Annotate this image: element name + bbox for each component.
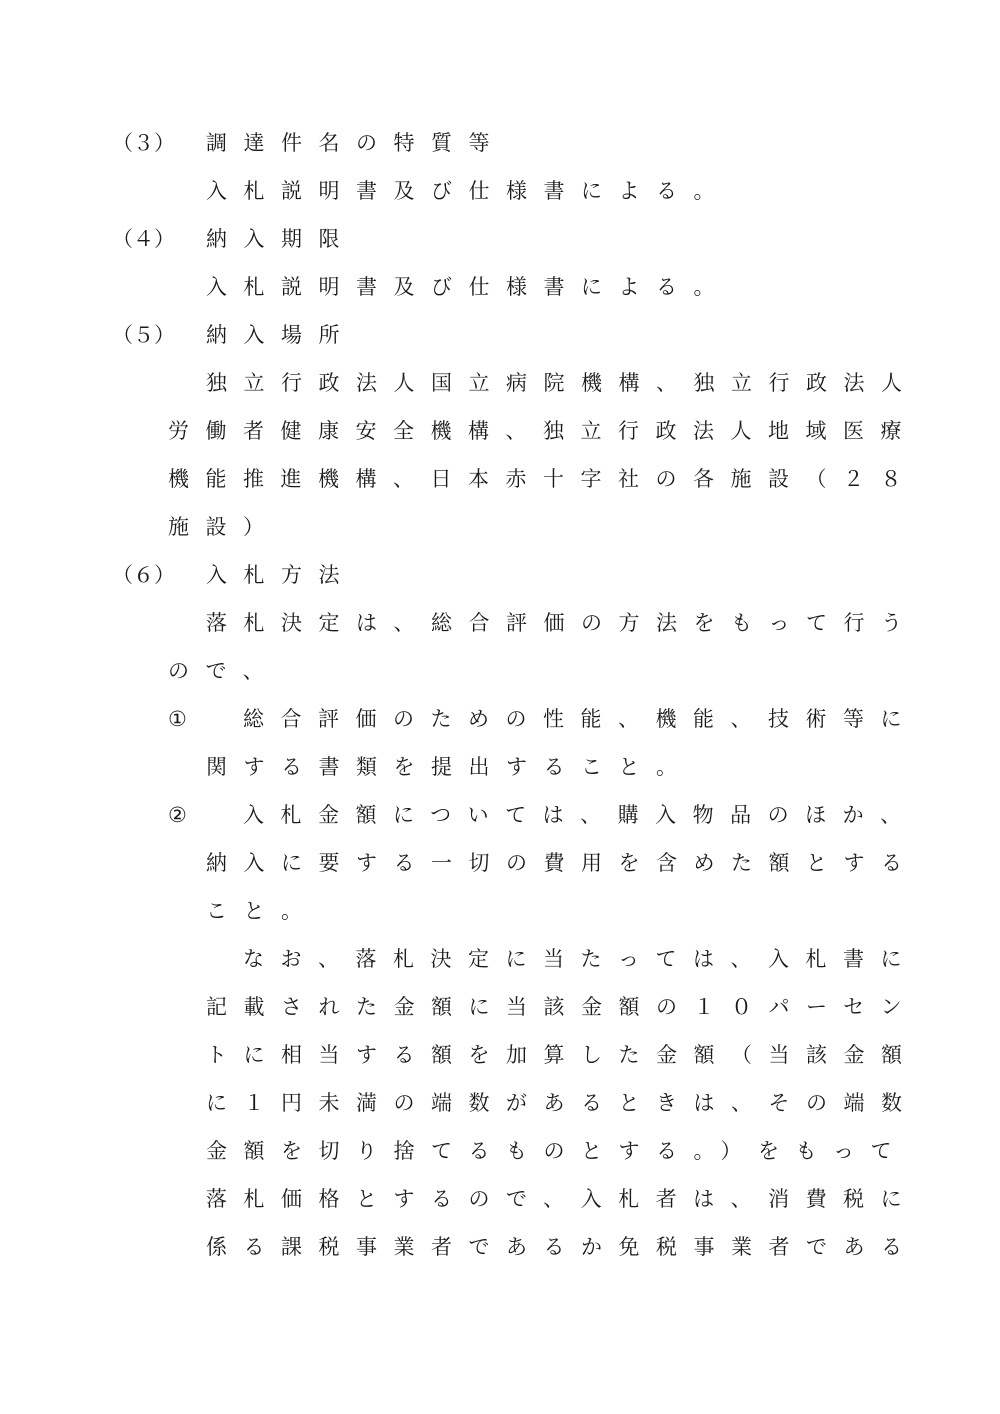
section-4-body: 入札説明書及び仕様書による。 (206, 275, 731, 299)
section-5-heading: 納入場所 (206, 323, 356, 347)
section-3-body: 入札説明書及び仕様書による。 (206, 179, 731, 203)
item-2-note-line: 係る課税事業者であるか免税事業者である (206, 1235, 919, 1259)
item-1-marker: ① (168, 707, 187, 731)
section-3-marker: （３） (112, 131, 175, 155)
item-2-note-line: なお、落札決定に当たっては、入札書に (243, 947, 918, 971)
section-5-marker: （５） (112, 323, 175, 347)
section-4-heading: 納入期限 (206, 227, 356, 251)
section-5-line: 施設） (168, 515, 281, 539)
item-1-line: 関する書類を提出すること。 (206, 755, 694, 779)
item-2-marker: ② (168, 803, 187, 827)
section-6-intro-line: ので、 (168, 659, 281, 683)
section-5-line: 機能推進機構、日本赤十字社の各施設（２８ (168, 467, 918, 491)
item-2-note-line: に１円未満の端数があるときは、その端数 (206, 1091, 919, 1115)
section-6-heading: 入札方法 (206, 563, 356, 587)
item-2-line: 納入に要する一切の費用を含めた額とする (206, 851, 919, 875)
section-3-heading: 調達件名の特質等 (206, 131, 506, 155)
item-2-line: 入札金額については、購入物品のほか、 (243, 803, 918, 827)
section-5-line: 独立行政法人国立病院機構、独立行政法人 (206, 371, 919, 395)
section-6-marker: （６） (112, 563, 175, 587)
section-6-intro-line: 落札決定は、総合評価の方法をもって行う (206, 611, 919, 635)
item-2-note-line: 金額を切り捨てるものとする。）をもって (206, 1139, 908, 1163)
section-5-line: 労働者健康安全機構、独立行政法人地域医療 (168, 419, 918, 443)
item-2-line: こと。 (206, 899, 319, 923)
item-2-note-line: トに相当する額を加算した金額（当該金額 (206, 1043, 919, 1067)
item-1-line: 総合評価のための性能、機能、技術等に (243, 707, 918, 731)
item-2-note-line: 記載された金額に当該金額の１０パーセン (206, 995, 919, 1019)
section-4-marker: （４） (112, 227, 175, 251)
item-2-note-line: 落札価格とするので、入札者は、消費税に (206, 1187, 919, 1211)
